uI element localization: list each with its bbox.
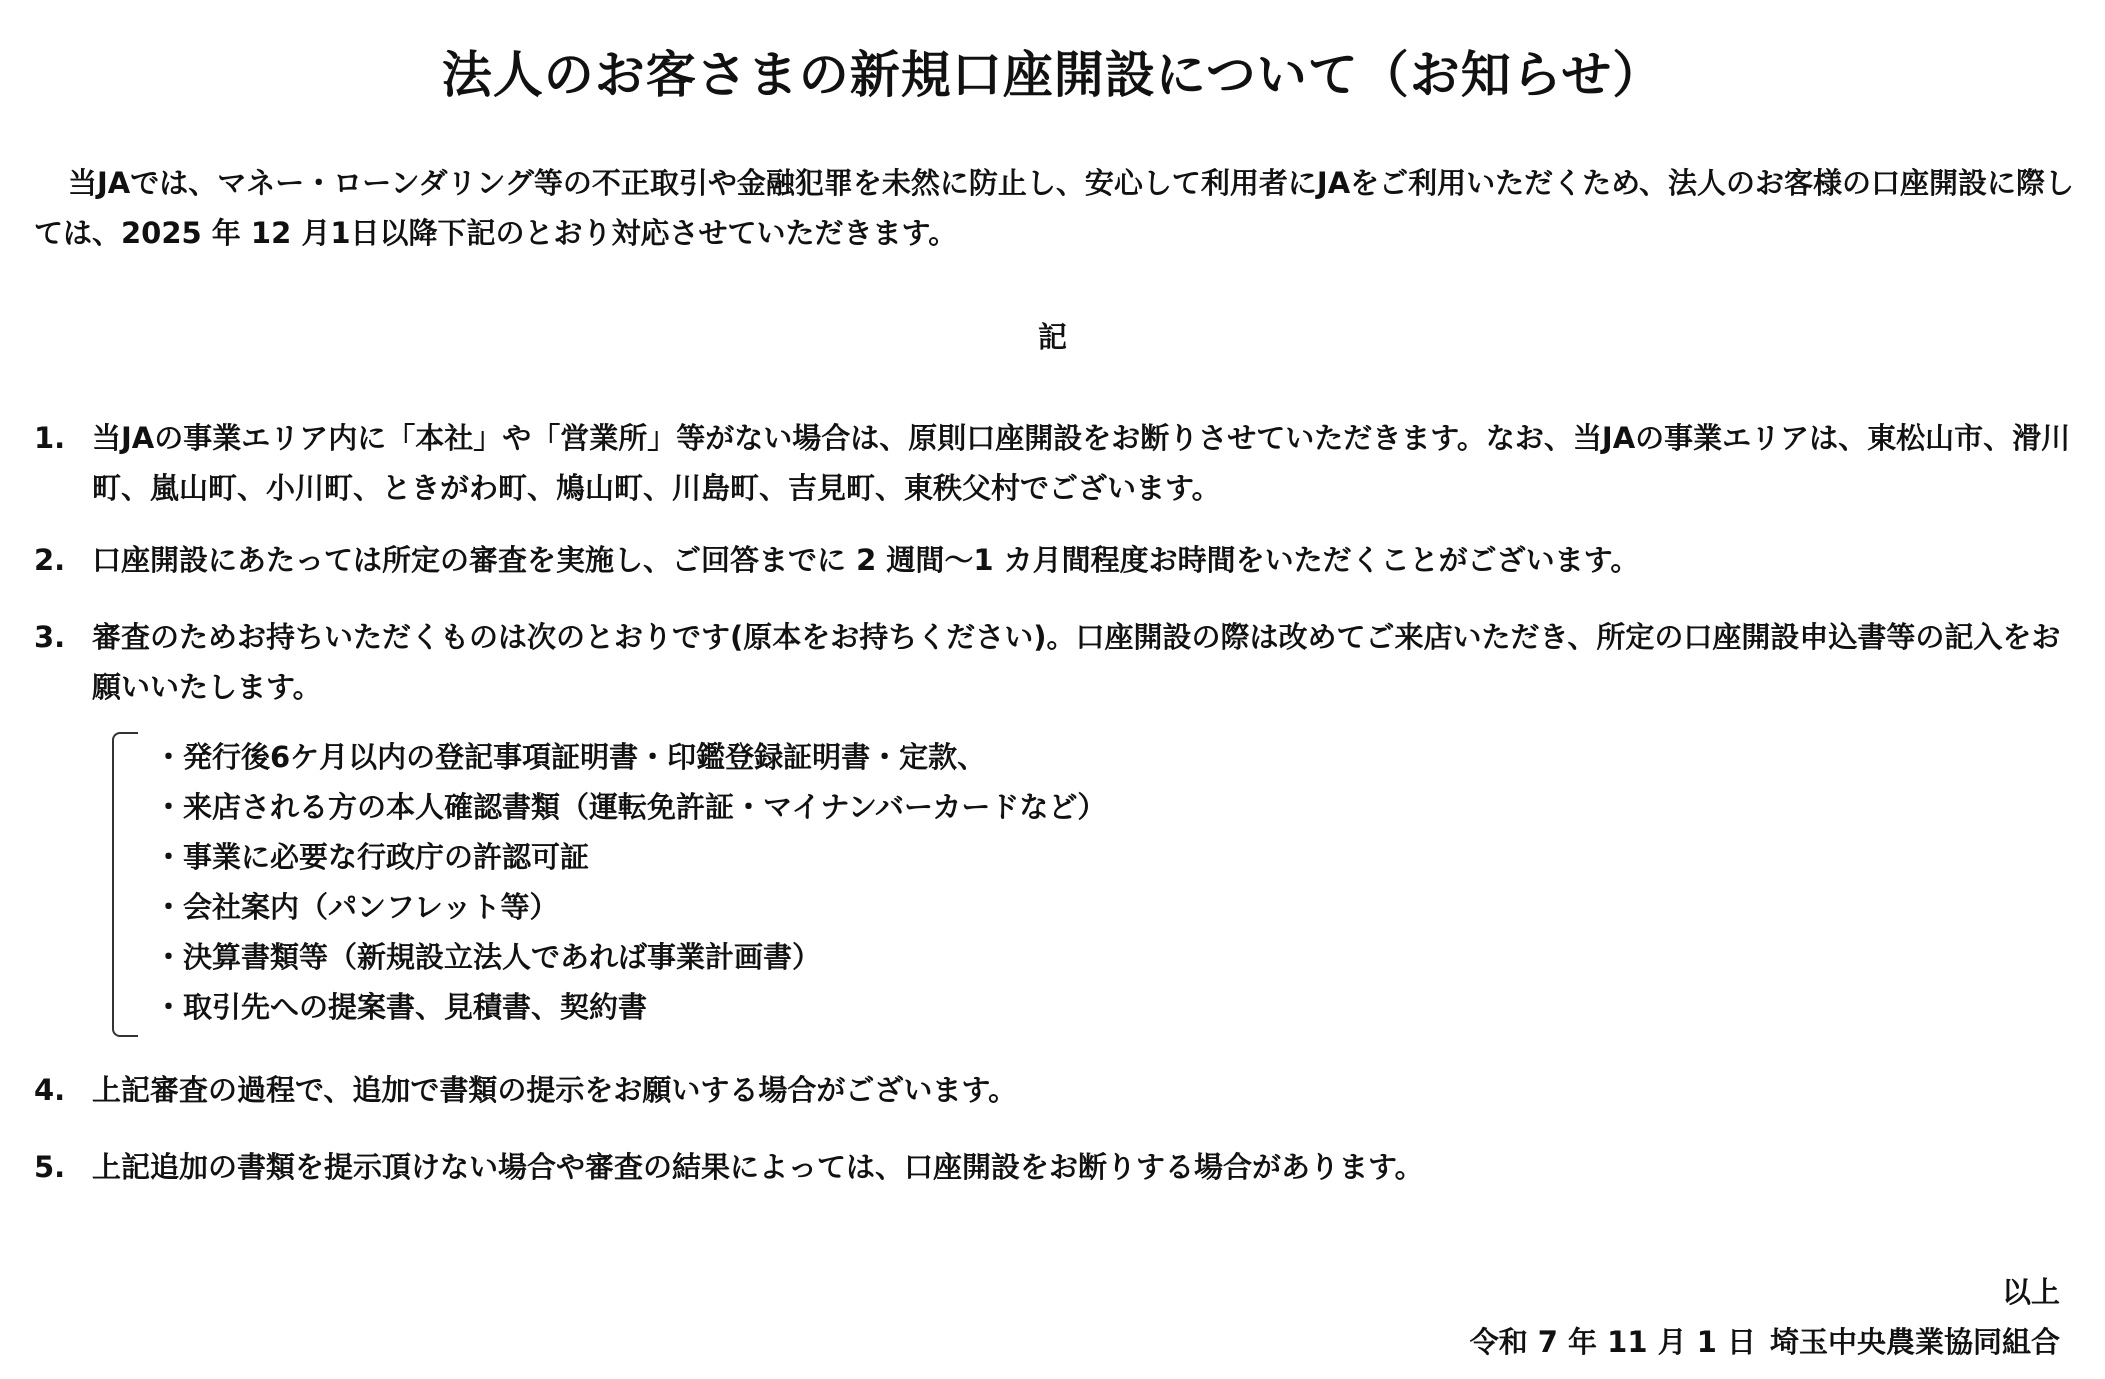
page-title: 法人のお客さまの新規口座開設について（お知らせ） — [441, 46, 1664, 104]
document-items — [154, 732, 1106, 1032]
notice-item-4 — [34, 1065, 2074, 1115]
item-number: 4. — [34, 1073, 66, 1107]
item-text: 当JAの事業エリア内に「本社」や「営業所」等がない場合は、原則口座開設をお断りさせていただきます。なお、当JAの事業エリアは、東松山市、滑川町、嵐山町、小川町、ときがわ町、鳩山町、川島町、吉見町、東秩父村でございます。 — [92, 421, 2071, 505]
signature-line — [1470, 1317, 2060, 1367]
item-text: 審査のためお持ちいただくものは次のとおりです(原本をお持ちください)。口座開設の際は改めてご来店いただき、所定の口座開設申込書等の記入をお願いいたします。 — [92, 620, 2061, 704]
ki-heading: 記 — [1037, 320, 1067, 354]
notice-item-3 — [34, 612, 2074, 712]
item-number: 3. — [34, 620, 66, 654]
item-text: 口座開設にあたっては所定の審査を実施し、ご回答までに 2 週間～1 カ月間程度お時間をいただくことがございます。 — [92, 543, 1640, 577]
notice-item-2 — [34, 535, 2074, 585]
closing-mark: 以上 — [2001, 1275, 2060, 1309]
required-documents-list — [112, 732, 1412, 1037]
list-item: ・取引先への提案書、見積書、契約書 — [154, 990, 648, 1024]
intro-paragraph: 当JAでは、マネー・ローンダリング等の不正取引や金融犯罪を未然に防止し、安心して利用者にJAをご利用いただくため、法人のお客様の口座開設に際しては、2025 年 12 月1日以降下記のとおり対応させていただきます。 — [34, 166, 2074, 250]
item-text: 上記審査の過程で、追加で書類の提示をお願いする場合がございます。 — [92, 1073, 1018, 1107]
list-item: ・事業に必要な行政庁の許認可証 — [154, 840, 590, 874]
bracket-decoration — [112, 732, 138, 1037]
list-item: ・発行後6ケ月以内の登記事項証明書・印鑑登録証明書・定款、 — [154, 740, 987, 774]
signature-date: 令和 7 年 11 月 1 日 — [1469, 1325, 1756, 1359]
list-item: ・会社案内（パンフレット等） — [154, 890, 559, 924]
item-number: 2. — [34, 543, 66, 577]
item-number: 5. — [34, 1150, 66, 1184]
item-number: 1. — [34, 421, 66, 455]
signature-organization: 埼玉中央農業協同組合 — [1769, 1325, 2060, 1359]
notice-item-1 — [34, 413, 2074, 513]
list-item: ・来店される方の本人確認書類（運転免許証・マイナンバーカードなど） — [154, 790, 1107, 824]
item-text: 上記追加の書類を提示頂けない場合や審査の結果によっては、口座開設をお断りする場合があります。 — [92, 1150, 1424, 1184]
notice-item-5 — [34, 1142, 2074, 1192]
list-item: ・決算書類等（新規設立法人であれば事業計画書） — [154, 940, 822, 974]
